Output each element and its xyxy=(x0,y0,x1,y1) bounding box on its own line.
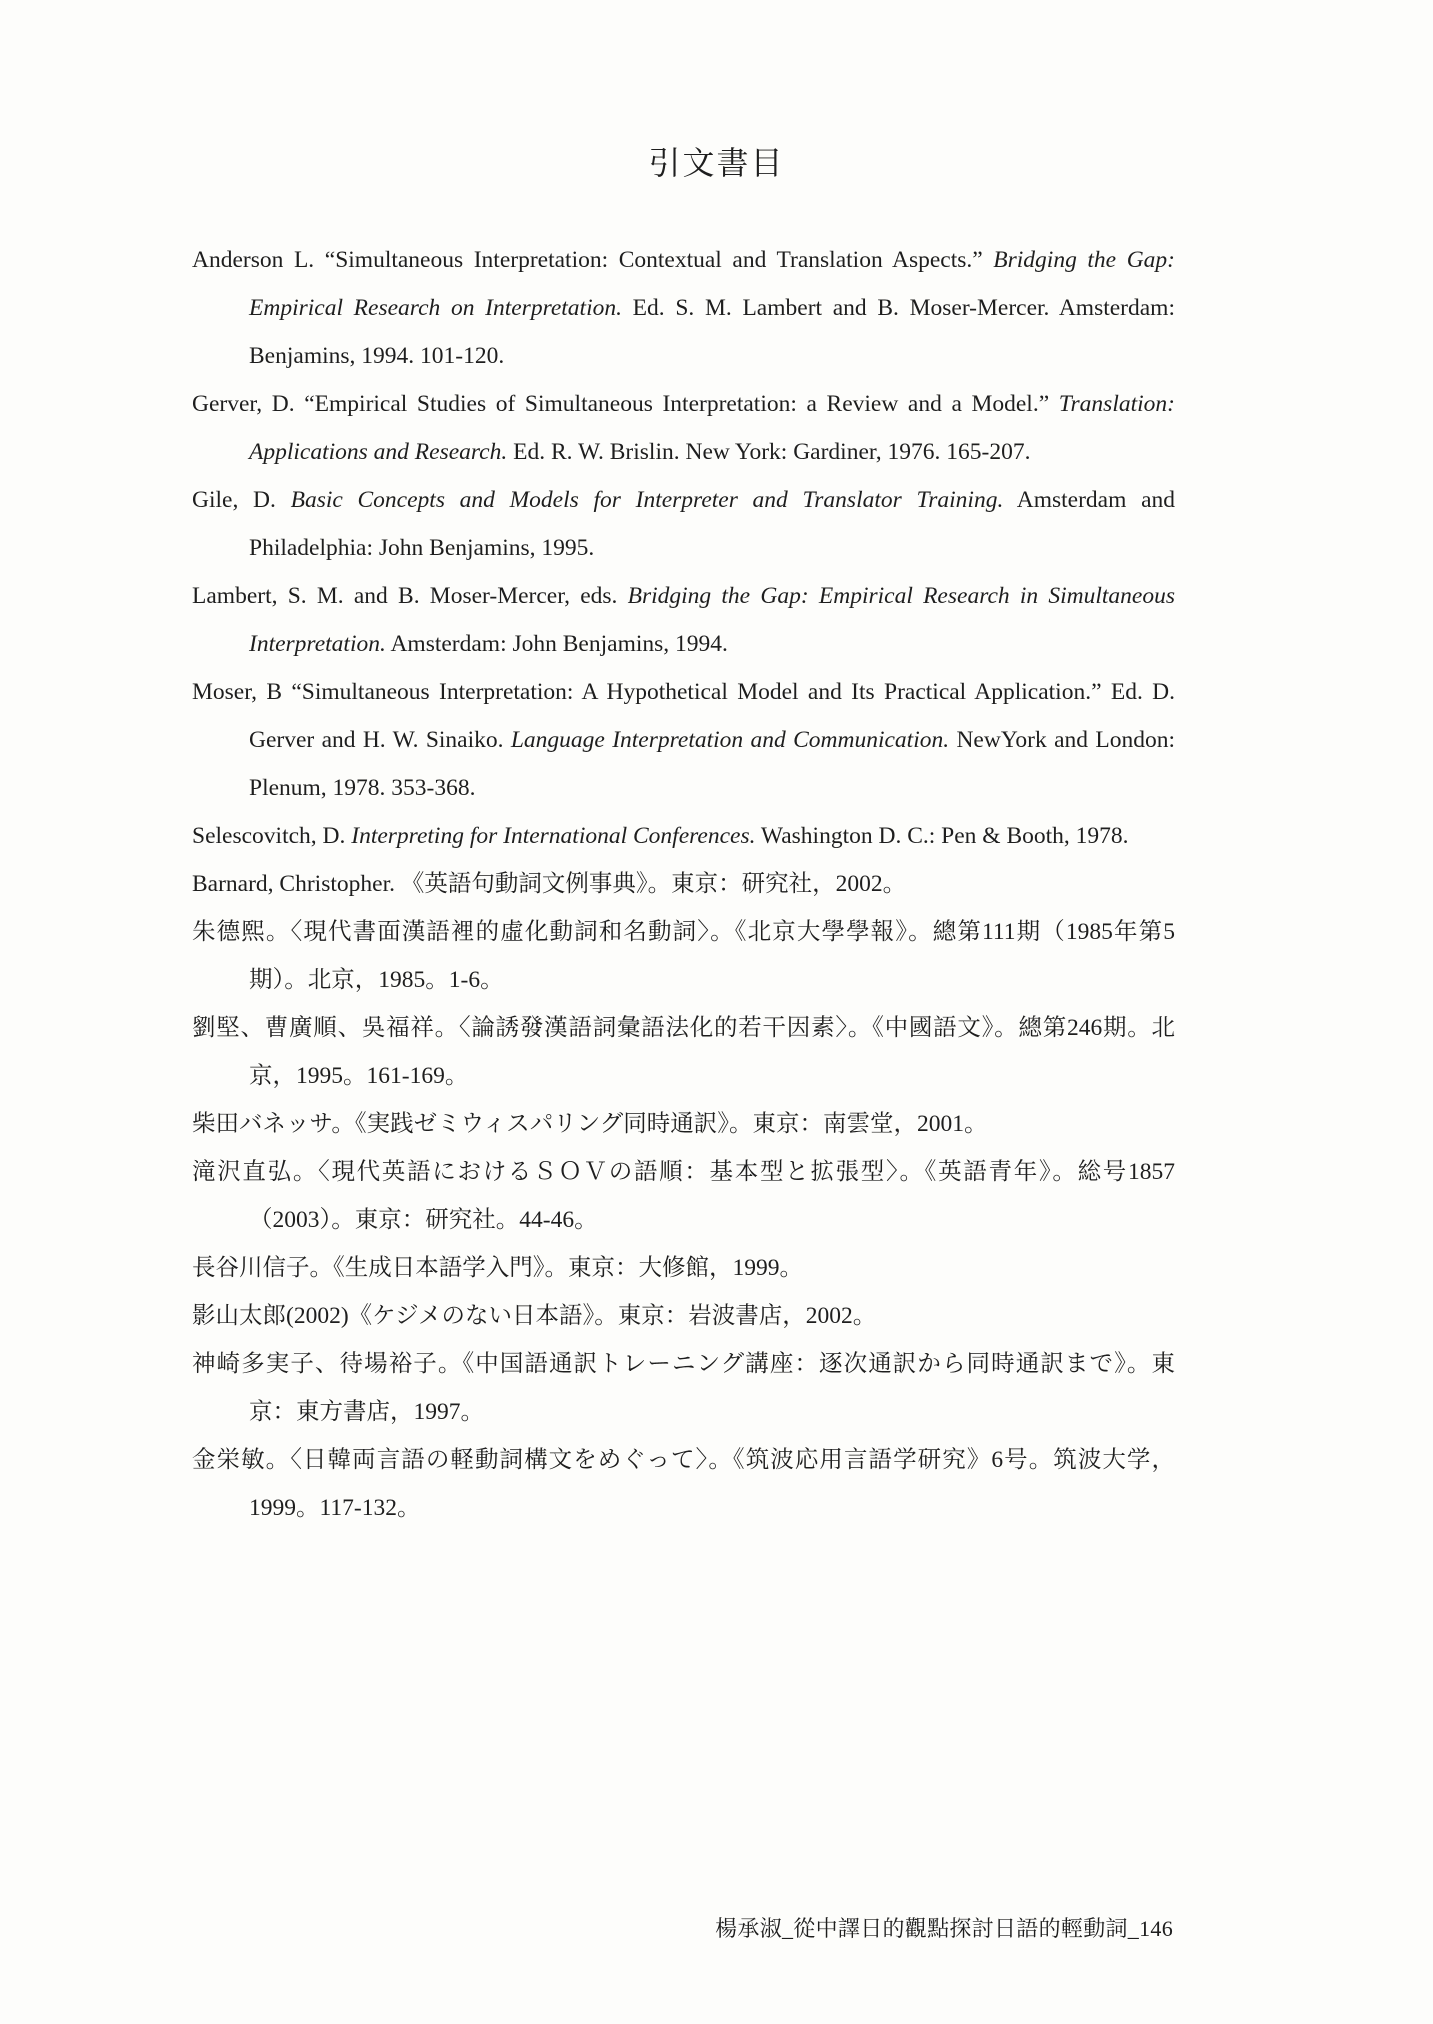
bibliography-entry: 金栄敏。〈日韓両言語の軽動詞構文をめぐって〉。《筑波応用言語学研究》6号。筑波大学，1999。117-132。 xyxy=(192,1447,1175,1521)
bibliography-entry: 劉堅、曹廣順、吳福祥。〈論誘發漢語詞彙語法化的若干因素〉。《中國語文》。總第246期。北京，1995。161-169。 xyxy=(192,1015,1175,1089)
page-title: 引文書目 xyxy=(648,145,785,181)
bibliography-entry: Gerver, D. “Empirical Studies of Simultaneous Interpretation: a Review and a Model.” Translation: Applications and Research. Ed. R. W. Brislin. New York: Gardiner, 1976. 165-207. xyxy=(192,391,1175,465)
bibliography-entry: Lambert, S. M. and B. Moser-Mercer, eds. Bridging the Gap: Empirical Research in Simultaneous Interpretation. Amsterdam: John Benjamins, 1994. xyxy=(192,583,1176,657)
page-footer: 楊承淑_從中譯日的觀點探討日語的輕動詞_146 xyxy=(715,1916,1173,1941)
bibliography-entry: Anderson L. “Simultaneous Interpretation: Contextual and Translation Aspects.” Bridging the Gap: Empirical Research on Interpretation. Ed. S. M. Lambert and B. Moser-Mercer. Amsterdam: Benjamins, 1994. 101-120. xyxy=(192,247,1175,369)
bibliography-entry: Barnard, Christopher. 《英語句動詞文例事典》。東京：研究社，2002。 xyxy=(192,871,907,897)
bibliography-entry: Gile, D. Basic Concepts and Models for Interpreter and Translator Training. Amsterdam and Philadelphia: John Benjamins, 1995. xyxy=(192,487,1176,561)
bibliography-entry: 神崎多実子、待場裕子。《中国語通訳トレーニング講座：逐次通訳から同時通訳まで》。東京：東方書店，1997。 xyxy=(192,1351,1175,1425)
bibliography-entry: 長谷川信子。《生成日本語学入門》。東京：大修館，1999。 xyxy=(192,1255,803,1281)
bibliography-entry: 朱德熙。〈現代書面漢語裡的虛化動詞和名動詞〉。《北京大學學報》。總第111期（1985年第5期）。北京，1985。1-6。 xyxy=(192,919,1175,993)
bibliography-list xyxy=(192,236,1175,1532)
bibliography-entry: 影山太郎(2002)《ケジメのない日本語》。東京：岩波書店，2002。 xyxy=(192,1303,877,1329)
bibliography-entry: Selescovitch, D. Interpreting for International Conferences. Washington D. C.: Pen & Booth, 1978. xyxy=(192,823,1129,849)
bibliography-entry: 滝沢直弘。〈現代英語におけるＳＯＶの語順：基本型と拡張型〉。《英語青年》。総号1857（2003）。東京：研究社。44-46。 xyxy=(192,1159,1175,1233)
bibliography-entry: Moser, B “Simultaneous Interpretation: A Hypothetical Model and Its Practical Application.” Ed. D. Gerver and H. W. Sinaiko. Language Interpretation and Communication. NewYork and London: Plenum, 1978. 353-368. xyxy=(192,679,1176,801)
bibliography-entry: 柴田バネッサ。《実践ゼミウィスパリング同時通訳》。東京：南雲堂，2001。 xyxy=(192,1111,988,1137)
